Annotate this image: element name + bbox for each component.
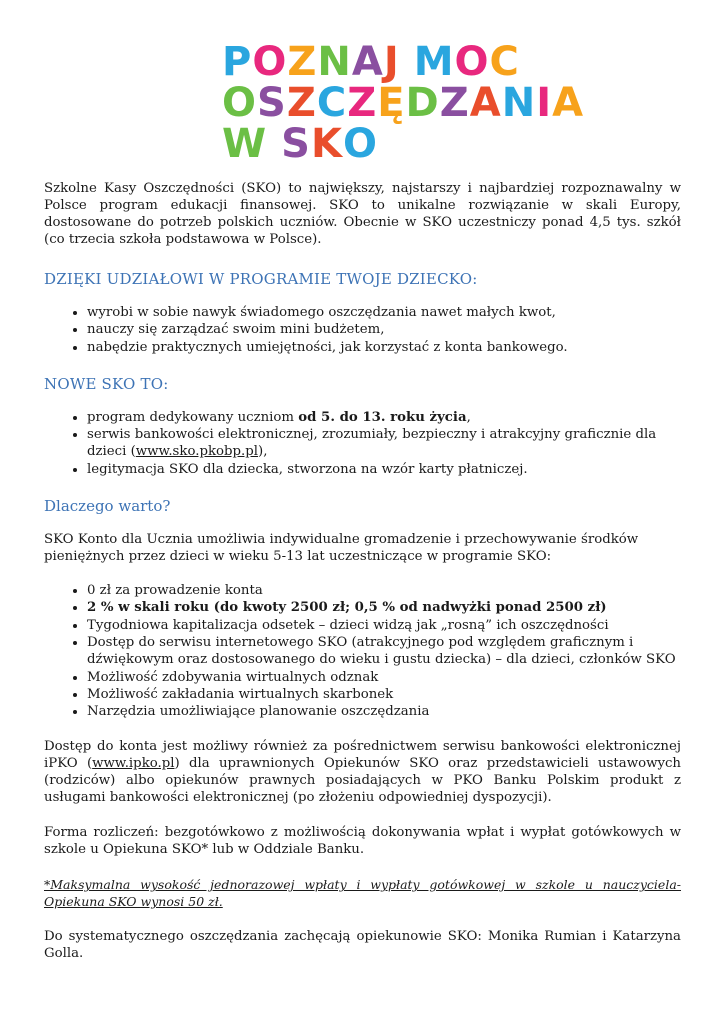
logo-letter: D xyxy=(405,80,440,126)
list-item: • legitymacja SKO dla dziecka, stworzona na wzór karty płatniczej. xyxy=(87,461,681,478)
paragraph-text: Dostęp do konta jest możliwy również za pośrednictwem serwisu bankowości elektronicznej iPKO ( xyxy=(44,739,681,772)
logo-letter: S xyxy=(281,121,311,167)
logo-letter: A xyxy=(552,80,585,126)
list-item: • 0 zł za prowadzenie konta xyxy=(87,582,681,599)
document-body xyxy=(44,180,681,962)
list-item: • nauczy się zarządzać swoim mini budżetem, xyxy=(87,321,681,338)
logo-letter xyxy=(400,42,414,83)
logo-letter: K xyxy=(310,121,343,167)
intro-paragraph: Szkolne Kasy Oszczędności (SKO) to największy, najstarszy i najbardziej rozpoznawalny w Polsce program edukacji finansowej. SKO to unikalne rozwiązanie w skali Europy, dostosowane do potrzeb polskich uczniów. Obecnie w SKO uczestniczy ponad 4,5 tys. szkół (co trzecia szkoła podstawowa w Polsce). xyxy=(44,181,681,247)
logo-letter: O xyxy=(342,121,378,167)
section-heading-why: Dlaczego warto? xyxy=(44,497,171,516)
paragraph-text: ) dla uprawnionych Opiekunów SKO oraz przedstawicieli ustawowych (rodziców) albo opiekunów prawnych posiadających w PKO Banku Polskim produkt z usługami bankowości elektronicznej (po złożeniu odpowiedniej dyspozycji). xyxy=(44,756,681,806)
list-item: • Narzędzia umożliwiające planowanie oszczędzania xyxy=(87,703,681,720)
sko-website-link[interactable]: www.sko.pkobp.pl xyxy=(135,444,259,460)
logo-letter: Z xyxy=(347,80,378,126)
logo-letter: N xyxy=(501,80,537,126)
list-item: • Możliwość zdobywania wirtualnych odznak xyxy=(87,669,681,686)
logo-letter: Z xyxy=(286,80,317,126)
why-intro-paragraph: SKO Konto dla Ucznia umożliwia indywidualne gromadzenie i przechowywanie środków pieniężnych przez dzieci w wieku 5-13 lat uczestniczące w programie SKO: xyxy=(44,532,639,565)
logo-letter: J xyxy=(383,39,400,85)
logo-letter: O xyxy=(454,39,490,85)
list-item: • nabędzie praktycznych umiejętności, jak korzystać z konta bankowego. xyxy=(87,339,681,356)
sko-logo xyxy=(222,39,585,167)
new-sko-list xyxy=(44,409,681,478)
logo-line xyxy=(222,121,512,167)
ipko-link[interactable]: www.ipko.pl xyxy=(92,756,175,772)
list-item xyxy=(87,599,681,616)
benefits-list xyxy=(44,304,681,356)
list-item: • Możliwość zakładania wirtualnych skarbonek xyxy=(87,686,681,703)
section-heading-new-sko: NOWE SKO TO: xyxy=(44,374,169,393)
item-text: , xyxy=(466,409,471,425)
footnote: *Maksymalna wysokość jednorazowej wpłaty i wypłaty gotówkowej w szkole u nauczyciela-Opiekuna SKO wynosi 50 zł. xyxy=(44,877,681,910)
logo-letter: N xyxy=(317,39,352,85)
logo-letter: O xyxy=(252,39,288,85)
logo-letter: P xyxy=(222,39,253,85)
logo-letter: W xyxy=(222,121,268,167)
logo-letter: Ę xyxy=(377,80,406,126)
logo-letter: O xyxy=(222,80,258,126)
interest-rate-text: 2 % w skali roku (do kwoty 2500 zł; 0,5 % od nadwyżki ponad 2500 zł) xyxy=(87,600,607,616)
why-list xyxy=(44,582,681,720)
logo-letter: A xyxy=(351,39,384,85)
logo-letter: A xyxy=(469,80,502,126)
logo-letter: Z xyxy=(439,80,470,126)
logo-letter: C xyxy=(489,39,520,85)
section-heading-benefits: DZIĘKI UDZIAŁOWI W PROGRAMIE TWOJE DZIECKO: xyxy=(44,270,478,288)
age-range-text: od 5. do 13. roku życia xyxy=(298,409,467,425)
list-item: • Dostęp do serwisu internetowego SKO (atrakcyjnego pod względem graficznym i dźwiękowym oraz dostosowanego do wieku i gustu dziecka) – dla dzieci, członków SKO xyxy=(87,634,681,669)
logo-letter: I xyxy=(536,80,553,126)
logo-line xyxy=(222,80,585,126)
item-text: program dedykowany uczniom xyxy=(87,409,299,425)
logo-letter: C xyxy=(316,80,348,126)
logo-letter: S xyxy=(257,80,287,126)
logo-letter: M xyxy=(413,39,455,85)
list-item: • Tygodniowa kapitalizacja odsetek – dzieci widzą jak „rosną” ich oszczędności xyxy=(87,617,681,634)
list-item xyxy=(87,409,681,426)
logo-line xyxy=(222,39,520,85)
list-item xyxy=(87,426,681,461)
access-paragraph xyxy=(44,738,681,806)
list-item: • wyrobi w sobie nawyk świadomego oszczędzania nawet małych kwot, xyxy=(87,304,681,321)
logo-letter xyxy=(267,124,281,165)
item-text: serwis bankowości elektronicznej, zrozumiały, bezpieczny i atrakcyjny graficznie dla dzieci ( xyxy=(87,427,657,460)
item-text: ), xyxy=(258,444,268,460)
logo-letter: Z xyxy=(287,39,318,85)
settlement-paragraph: Forma rozliczeń: bezgotówkowo z możliwością dokonywania wpłat i wypłat gotówkowych w szkole u Opiekuna SKO* lub w Oddziale Banku. xyxy=(44,825,681,858)
closing-paragraph: Do systematycznego oszczędzania zachęcają opiekunowie SKO: Monika Rumian i Katarzyna Golla. xyxy=(44,929,681,962)
